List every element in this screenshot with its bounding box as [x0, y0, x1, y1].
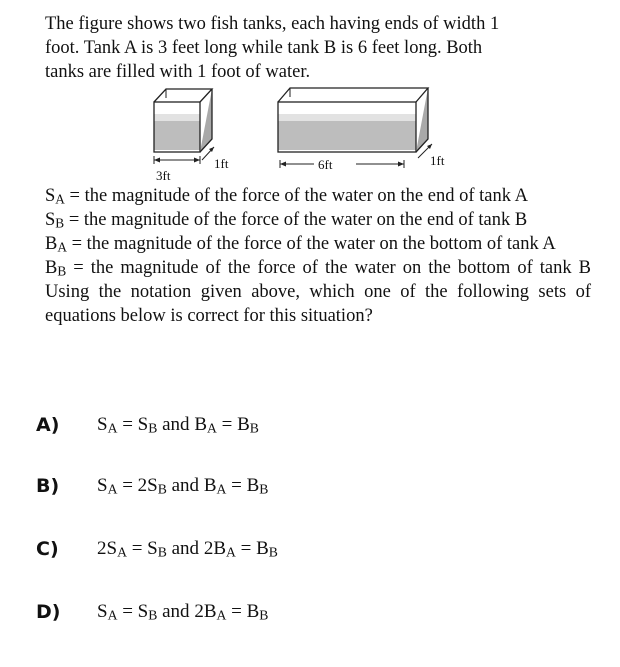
- definition-sb: $S_B$ = the magnitude of the force of the water on the end of tank B: [45, 210, 528, 231]
- choice-letter: C): [36, 538, 59, 560]
- tank-b-side: [416, 88, 428, 152]
- definition-bb: $B_B$ = the magnitude of the force of the water on the bottom of tank B Using the notation given above, which one of the following sets of equations below is correct for this situation?: [45, 258, 591, 326]
- tank-a-side: [200, 89, 212, 152]
- tank-a-water-surface: [154, 114, 200, 121]
- tank-a-length-label: 3ft: [156, 168, 171, 183]
- tank-b-water-surface: [278, 114, 416, 121]
- definition-sa: $S_A$ = the magnitude of the force of the water on the end of tank A: [45, 186, 528, 207]
- tank-b-water: [278, 120, 416, 150]
- choice-equation: $S_A = S_B$ and $B_A = B_B$: [97, 414, 259, 436]
- choice-equation: $2S_A = S_B$ and $2B_A = B_B$: [97, 538, 278, 560]
- tank-a-width-label: 1ft: [214, 156, 229, 171]
- tank-b-top: [278, 88, 428, 102]
- definitions: [45, 184, 591, 328]
- choice-equation: $S_A = 2S_B$ and $B_A = B_B$: [97, 475, 269, 497]
- tank-a-top: [154, 89, 212, 102]
- tank-b: [278, 88, 445, 172]
- choice-letter: D): [36, 601, 61, 623]
- question-line: The figure shows two fish tanks, each having ends of width 1: [45, 14, 500, 34]
- choice-equation: $S_A = S_B$ and $2B_A = B_B$: [97, 601, 269, 623]
- question-line: foot. Tank A is 3 feet long while tank B is 6 feet long. Both: [45, 38, 483, 58]
- fish-tanks-figure: [140, 84, 460, 184]
- question-line: tanks are filled with 1 foot of water.: [45, 62, 311, 82]
- tank-a: [154, 89, 229, 183]
- definition-ba: $B_A$ = the magnitude of the force of the water on the bottom of tank A: [45, 234, 556, 255]
- choice-letter: B): [36, 475, 60, 497]
- tank-a-water: [154, 120, 200, 150]
- question-text: [45, 12, 591, 84]
- tank-b-width-label: 1ft: [430, 153, 445, 168]
- tank-b-length-label: 6ft: [318, 157, 333, 172]
- choice-letter: A): [36, 414, 60, 436]
